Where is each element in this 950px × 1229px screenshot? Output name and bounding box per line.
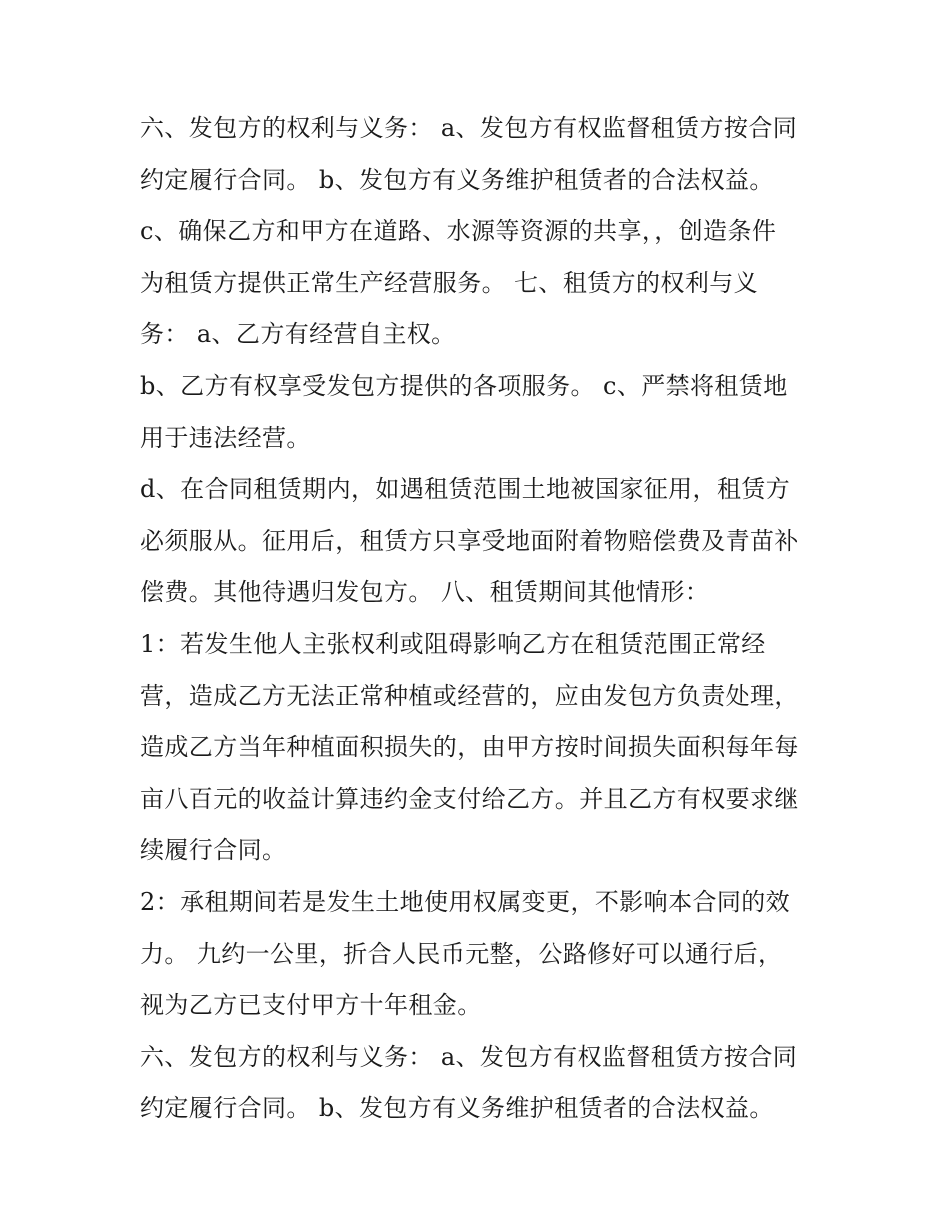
text-line: 务： a、乙方有经营自主权。: [140, 320, 456, 349]
contract-text: [140, 103, 830, 1135]
text-line: 用于违法经营。: [140, 423, 311, 452]
text-line: 造成乙方当年种植面积损失的，由甲方按时间损失面积每年每: [140, 733, 799, 762]
text-line: 续履行合同。: [140, 836, 287, 865]
text-line: 六、发包方的权利与义务： a、发包方有权监督租赁方按合同: [140, 1042, 798, 1071]
text-line: b、乙方有权享受发包方提供的各项服务。 c、严禁将租赁地: [140, 371, 788, 400]
text-line: 2：承租期间若是发生土地使用权属变更，不影响本合同的效: [140, 887, 791, 916]
text-line: 约定履行合同。 b、发包方有义务维护租赁者的合法权益。: [140, 1094, 774, 1123]
text-line: 偿费。其他待遇归发包方。 八、租赁期间其他情形：: [140, 578, 710, 607]
text-line: 必须服从。征用后，租赁方只享受地面附着物赔偿费及青苗补: [140, 526, 799, 555]
text-line: 力。 九约一公里，折合人民币元整，公路修好可以通行后，: [140, 939, 783, 968]
text-line: 营，造成乙方无法正常种植或经营的，应由发包方负责处理，: [140, 681, 799, 710]
text-line: 1：若发生他人主张权利或阻碍影响乙方在租赁范围正常经: [140, 629, 766, 658]
text-line: d、在合同租赁期内，如遇租赁范围土地被国家征用，租赁方: [140, 475, 791, 504]
text-line: 约定履行合同。 b、发包方有义务维护租赁者的合法权益。: [140, 165, 774, 194]
text-line: 为租赁方提供正常生产经营服务。 七、租赁方的权利与义: [140, 268, 759, 297]
text-line: 亩八百元的收益计算违约金支付给乙方。并且乙方有权要求继: [140, 784, 799, 813]
text-line: 视为乙方已支付甲方十年租金。: [140, 991, 482, 1020]
text-line: 六、发包方的权利与义务： a、发包方有权监督租赁方按合同: [140, 114, 798, 142]
text-line: c、确保乙方和甲方在道路、水源等资源的共享，，创造条件: [140, 217, 777, 246]
